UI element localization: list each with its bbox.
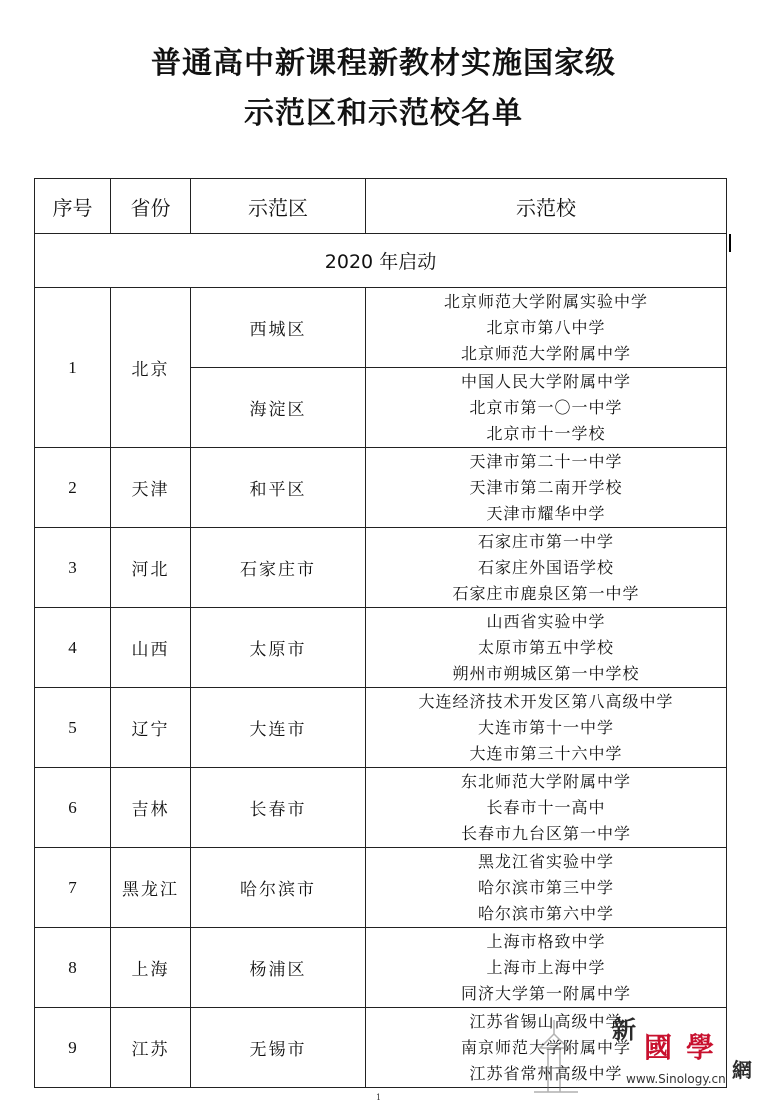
- school-name: 北京师范大学附属中学: [460, 343, 631, 363]
- header-schools: 示范校: [366, 179, 727, 234]
- row-district: 和平区: [191, 448, 366, 528]
- row-index: 1: [35, 288, 111, 448]
- school-name: 北京市第一〇一中学: [469, 397, 623, 417]
- row-district: 长春市: [191, 768, 366, 848]
- school-name: 山西省实验中学: [486, 611, 606, 631]
- table-header-row: [35, 179, 727, 234]
- watermark-xin: 新: [612, 1015, 636, 1044]
- row-province: 河北: [111, 528, 191, 608]
- row-schools: [366, 688, 727, 768]
- start-year-band-row: [35, 234, 727, 288]
- start-year-band: 2020 年启动: [35, 234, 727, 288]
- row-index: 6: [35, 768, 111, 848]
- row-schools: [366, 448, 727, 528]
- row-province: 天津: [111, 448, 191, 528]
- table-row: [35, 608, 727, 688]
- row-province: 辽宁: [111, 688, 191, 768]
- school-name: 北京市第八中学: [486, 317, 606, 337]
- header-province: 省份: [111, 179, 191, 234]
- document-title-line1: 普通高中新课程新教材实施国家级: [151, 46, 616, 81]
- row-district: 西城区: [191, 288, 366, 368]
- row-province: 上海: [111, 928, 191, 1008]
- school-name: 大连市第三十六中学: [469, 743, 623, 763]
- watermark-wang: 網: [732, 1058, 752, 1082]
- school-name: 中国人民大学附属中学: [460, 371, 631, 391]
- header-district: 示范区: [191, 179, 366, 234]
- row-schools: [366, 848, 727, 928]
- row-index: 3: [35, 528, 111, 608]
- row-province: 山西: [111, 608, 191, 688]
- school-name: 上海市格致中学: [486, 931, 606, 951]
- school-name: 大连市第十一中学: [477, 717, 614, 737]
- row-district: 大连市: [191, 688, 366, 768]
- school-name: 江苏省常州高级中学: [469, 1063, 623, 1083]
- row-schools: [366, 288, 727, 368]
- school-name: 黑龙江省实验中学: [477, 851, 614, 871]
- row-index: 4: [35, 608, 111, 688]
- row-district: 无锡市: [191, 1008, 366, 1088]
- demonstration-table: [34, 178, 727, 1088]
- row-schools: [366, 928, 727, 1008]
- row-schools: [366, 1008, 727, 1088]
- school-name: 同济大学第一附属中学: [460, 983, 631, 1003]
- row-schools: [366, 768, 727, 848]
- school-name: 大连经济技术开发区第八高级中学: [418, 691, 674, 711]
- row-province: 北京: [111, 288, 191, 448]
- table-row: [35, 288, 727, 368]
- row-index: 8: [35, 928, 111, 1008]
- page-number: 1: [376, 1093, 382, 1102]
- table-row: [35, 928, 727, 1008]
- row-district: 石家庄市: [191, 528, 366, 608]
- table-row: [35, 528, 727, 608]
- school-name: 天津市第二南开学校: [469, 477, 623, 497]
- school-name: 哈尔滨市第六中学: [477, 903, 614, 923]
- row-province: 江苏: [111, 1008, 191, 1088]
- row-district: 太原市: [191, 608, 366, 688]
- header-index: 序号: [35, 179, 111, 234]
- row-index: 2: [35, 448, 111, 528]
- watermark-url: www.Sinology.cn: [626, 1072, 726, 1086]
- row-province: 黑龙江: [111, 848, 191, 928]
- school-name: 太原市第五中学校: [477, 637, 614, 657]
- school-name: 北京师范大学附属实验中学: [443, 291, 648, 311]
- table-row: [35, 1008, 727, 1088]
- row-district: 哈尔滨市: [191, 848, 366, 928]
- school-name: 天津市耀华中学: [486, 503, 606, 523]
- row-schools: [366, 368, 727, 448]
- row-index: 9: [35, 1008, 111, 1088]
- school-name: 长春市十一高中: [486, 797, 606, 817]
- row-schools: [366, 608, 727, 688]
- watermark-guoxue: 國學: [644, 1031, 729, 1064]
- school-name: 天津市第二十一中学: [469, 451, 623, 471]
- school-name: 长春市九台区第一中学: [460, 823, 631, 843]
- school-name: 南京师范大学附属中学: [460, 1037, 631, 1057]
- school-name: 石家庄市第一中学: [477, 531, 614, 551]
- table-row: [35, 768, 727, 848]
- school-name: 北京市十一学校: [486, 423, 606, 443]
- table-row: [35, 448, 727, 528]
- row-province: 吉林: [111, 768, 191, 848]
- row-district: 海淀区: [191, 368, 366, 448]
- row-district: 杨浦区: [191, 928, 366, 1008]
- school-name: 江苏省锡山高级中学: [469, 1011, 623, 1031]
- school-name: 石家庄市鹿泉区第一中学: [452, 583, 640, 603]
- table-row: [35, 688, 727, 768]
- document-title-line2: 示范区和示范校名单: [244, 96, 523, 131]
- school-name: 朔州市朔城区第一中学校: [452, 663, 640, 683]
- school-name: 石家庄外国语学校: [477, 557, 614, 577]
- row-index: 5: [35, 688, 111, 768]
- table-row: [35, 848, 727, 928]
- school-name: 哈尔滨市第三中学: [477, 877, 614, 897]
- text-cursor: [729, 234, 731, 252]
- row-schools: [366, 528, 727, 608]
- school-name: 东北师范大学附属中学: [460, 771, 631, 791]
- row-index: 7: [35, 848, 111, 928]
- school-name: 上海市上海中学: [486, 957, 606, 977]
